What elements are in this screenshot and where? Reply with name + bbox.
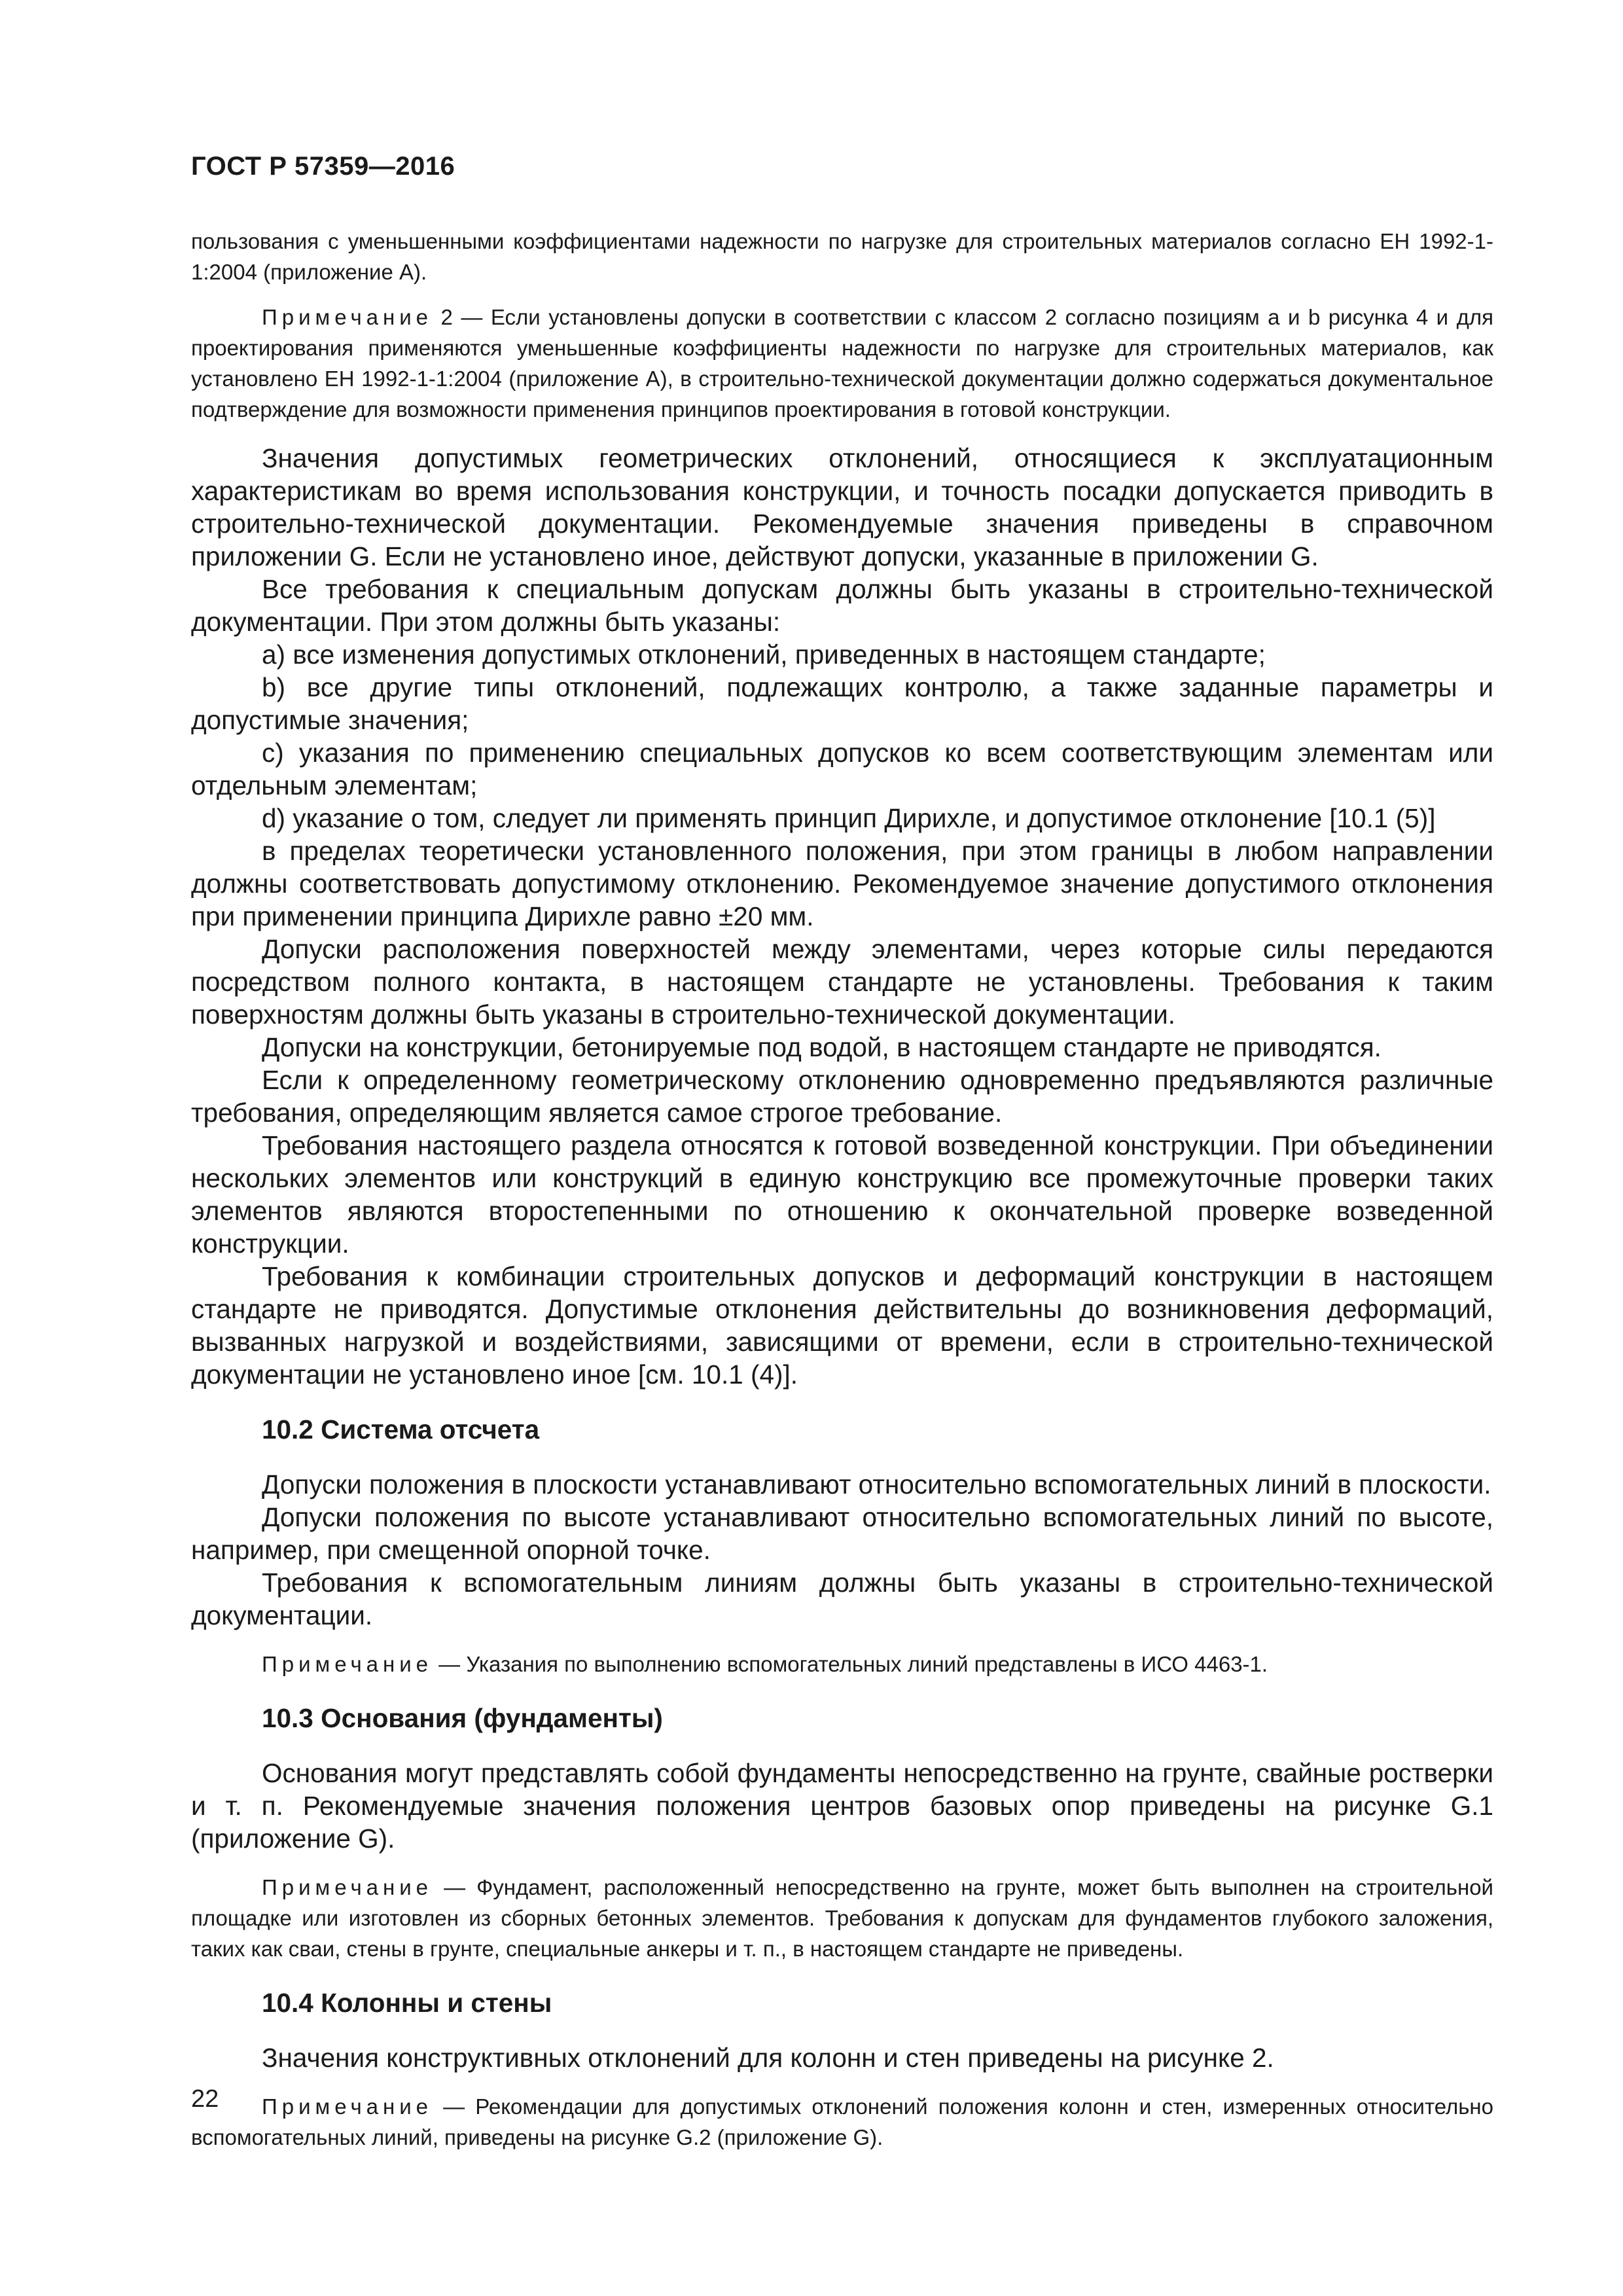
paragraph: в пределах теоретически установленного положения, при этом границы в любом направлении должны соответствовать допустимому отклонению. Рекомендуемое значение допустимого отклонения при применении принципа Дирихле равно ±20 мм. (191, 836, 1493, 931)
section-heading-10-2: 10.2 Система отсчета (262, 1414, 540, 1444)
paragraph: Требования к комбинации строительных допусков и деформаций конструкции в настоящем стандарте не приводятся. Допустимые отклонения действительны до возникновения деформаций, вызванных нагрузкой и воздействиями, зависящими от времени, если в строительно-технической документации не установлено иное [см. 10.1 (4)]. (191, 1261, 1493, 1390)
list-item-c: c) указания по применению специальных допусков ко всем соответствующим элементам или отдельным элементам; (191, 738, 1493, 800)
section-heading-10-4: 10.4 Колонны и стены (262, 1988, 552, 2018)
page-number: 22 (191, 2085, 219, 2113)
paragraph: Значения допустимых геометрических отклонений, относящиеся к эксплуатационным характеристикам во время использования конструкции, и точность посадки допускается приводить в строительно-технической документации. Рекомендуемые значения приведены в справочном приложении G. Если не установлено иное, действуют допуски, указанные в приложении G. (191, 443, 1493, 571)
note-2 (191, 1649, 1493, 1679)
note-4 (191, 2091, 1493, 2153)
paragraph: Допуски на конструкции, бетонируемые под водой, в настоящем стандарте не приводятся. (262, 1032, 1382, 1062)
note-3 (191, 1872, 1493, 1964)
paragraph: Требования к вспомогательным линиям должны быть указаны в строительно-технической документации. (191, 1568, 1493, 1630)
note-text: — Фундамент, расположенный непосредственно на грунте, может быть выполнен на строительной площадке или изготовлен из сборных бетонных элементов. Требования к допускам для фундаментов глубокого заложения, таких как сваи, стены в грунте, специальные анкеры и т. п., в настоящем стандарте не приведены. (191, 1875, 1493, 1961)
paragraph: Допуски расположения поверхностей между элементами, через которые силы передаются посредством полного контакта, в настоящем стандарте не установлены. Требования к таким поверхностям должны быть указаны в строительно-технической документации. (191, 934, 1493, 1030)
paragraph: Если к определенному геометрическому отклонению одновременно предъявляются различные требования, определяющим является самое строгое требование. (191, 1065, 1493, 1128)
note-text: 2 — Если установлены допуски в соответствии с классом 2 согласно позициям a и b рисунка 4 и для проектирования применяются уменьшенные коэффициенты надежности по нагрузке для строительных материалов, как установлено ЕН 1992-1-1:2004 (приложение А), в строительно-технической документации должно содержаться документальное подтверждение для возможности применения принципов проектирования в готовой конструкции. (191, 305, 1493, 422)
paragraph: Требования настоящего раздела относятся к готовой возведенной конструкции. При объединении нескольких элементов или конструкций в единую конструкцию все промежуточные проверки таких элементов являются второстепенными по отношению к окончательной проверке возведенной конструкции. (191, 1130, 1493, 1259)
note-label: Примечание (262, 1875, 433, 1899)
paragraph: Допуски положения по высоте устанавливают относительно вспомогательных линий по высоте, например, при смещенной опорной точке. (191, 1502, 1493, 1565)
paragraph: Основания могут представлять собой фундаменты непосредственно на грунте, свайные ростверки и т. п. Рекомендуемые значения положения центров базовых опор приведены на рисунке G.1 (приложение G). (191, 1758, 1493, 1854)
paragraph: пользования с уменьшенными коэффициентами надежности по нагрузке для строительных материалов согласно ЕН 1992-1-1:2004 (приложение А). (191, 229, 1493, 284)
list-item-d: d) указание о том, следует ли применять принцип Дирихле, и допустимое отклонение [10.1 (5)] (262, 803, 1436, 833)
list-item-b: b) все другие типы отклонений, подлежащих контролю, а также заданные параметры и допустимые значения; (191, 672, 1493, 735)
document-body (191, 226, 1493, 2153)
note-1 (191, 302, 1493, 425)
note-label: Примечание (262, 305, 433, 329)
section-heading-10-3: 10.3 Основания (фундаменты) (262, 1703, 663, 1733)
list-item-a: a) все изменения допустимых отклонений, приведенных в настоящем стандарте; (262, 639, 1266, 670)
document-header: ГОСТ Р 57359—2016 (191, 152, 455, 181)
note-label: Примечание (262, 1652, 433, 1676)
note-text: — Указания по выполнению вспомогательных линий представлены в ИСО 4463-1. (433, 1652, 1268, 1676)
paragraph: Допуски положения в плоскости устанавливают относительно вспомогательных линий в плоскости. (262, 1469, 1491, 1499)
paragraph: Все требования к специальным допускам должны быть указаны в строительно-технической документации. При этом должны быть указаны: (191, 574, 1493, 637)
note-text: — Рекомендации для допустимых отклонений положения колонн и стен, измеренных относительно вспомогательных линий, приведены на рисунке G.2 (приложение G). (191, 2094, 1493, 2149)
paragraph: Значения конструктивных отклонений для колонн и стен приведены на рисунке 2. (262, 2043, 1274, 2073)
note-label: Примечание (262, 2094, 433, 2119)
